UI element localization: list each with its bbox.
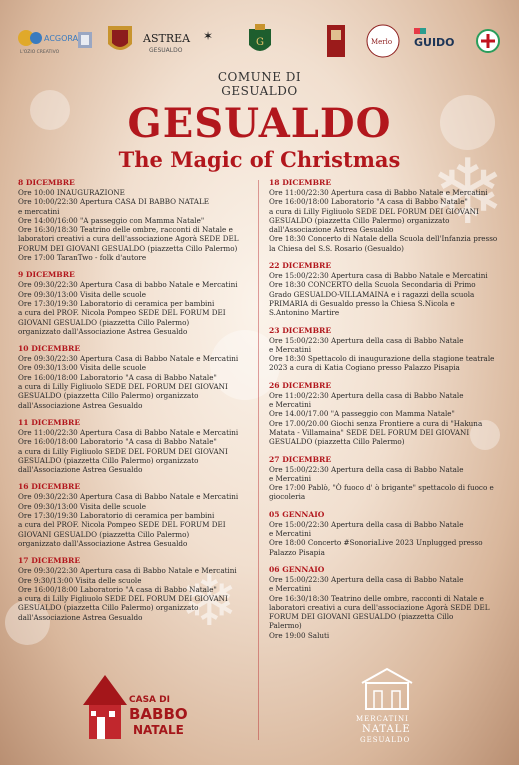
event-line: laboratori creativi a cura dell'associazione Agorà SEDE DEL xyxy=(269,602,490,612)
mercatini-line1: MERCATINI xyxy=(356,715,409,723)
sponsor-logos xyxy=(0,24,519,64)
svg-text:GUIDO: GUIDO xyxy=(414,36,455,49)
event-line: Ore 9:30/13:00 Visita delle scuole xyxy=(18,575,142,585)
event-line: Ore 11:00/22:30 Apertura Casa di Babbo Natale e Mercatini xyxy=(18,427,239,437)
casa-line2: BABBO xyxy=(129,705,188,723)
event-line: Ore 16:00/18:00 Laboratorio "A casa di Babbo Natale" xyxy=(18,372,217,382)
event-line: Ore 16:00/18:00 Laboratorio "A casa di Babbo Natale" xyxy=(269,197,468,207)
comune-line2: GESUALDO xyxy=(221,84,298,98)
event-line: Ore 09:30/13:00 Visita delle scuole xyxy=(18,501,147,511)
mercatini-building-graphic xyxy=(352,665,422,715)
event-line: Ore 16:00/18:00 Laboratorio "A casa di Babbo Natale" xyxy=(18,437,217,447)
svg-text:✶: ✶ xyxy=(203,29,214,43)
event-line: Ore 15:00/22:30 Apertura casa di Babbo Natale e Mercatini xyxy=(269,271,488,281)
emblem-logo xyxy=(474,24,502,58)
event-line: e Mercatini xyxy=(269,529,312,539)
event-line: organizzato dall'Associazione Astrea Gesualdo xyxy=(18,538,188,548)
program-day xyxy=(269,381,505,447)
pro-loco-logo xyxy=(102,24,138,58)
event-line: la Chiesa del S.S. Rosario (Gesualdo) xyxy=(269,243,404,253)
day-date: 11 DICEMBRE xyxy=(18,417,81,427)
day-date: 05 GENNAIO xyxy=(269,509,325,519)
day-date: 23 DICEMBRE xyxy=(269,325,332,335)
program-day xyxy=(269,261,505,317)
program-day xyxy=(269,565,505,640)
mercatini-natale-logo xyxy=(352,665,422,745)
program-day xyxy=(269,455,505,502)
event-line: Ore 18:00 Concerto #SonoriaLive 2023 Unplugged presso xyxy=(269,538,483,548)
page-subtitle: The Magic of Christmas xyxy=(118,147,401,172)
day-date: 16 DICEMBRE xyxy=(18,482,81,492)
svg-text:ACGORA: ACGORA xyxy=(44,34,79,43)
event-line: Ore 09:30/22:30 Apertura Casa di babbo Natale e Mercatini xyxy=(18,280,238,290)
program-day xyxy=(269,326,505,373)
event-line: Ore 09:30/22:30 Apertura casa di Babbo Natale e Mercatini xyxy=(18,566,237,576)
program-day xyxy=(18,418,254,474)
event-line: GESUALDO (piazzetta Cillo Palermo) organizzato xyxy=(18,391,199,401)
event-line: dall'Associazione Astrea Gesualdo xyxy=(18,465,143,475)
program-day xyxy=(269,510,505,557)
event-line: Ore 17.00/20.00 Giochi senza Frontiere a cura di "Hakuna xyxy=(269,418,483,428)
event-line: Ore 17:00 TaranTwo - folk d'autore xyxy=(18,253,147,263)
event-line: Ore 17:00 Pablò, "Ò fuoco d' ò brigante" spettacolo di fuoco e xyxy=(269,483,494,493)
svg-text:L'OZIO CREATIVO: L'OZIO CREATIVO xyxy=(20,50,60,55)
snowflake-icon: ❄ xyxy=(180,560,239,642)
event-line: S.Antonino Martire xyxy=(269,308,340,318)
event-line: Ore 16:30/18:30 Teatrino delle ombre, racconti di Natale e xyxy=(18,225,233,235)
day-date: 8 DICEMBRE xyxy=(18,178,75,187)
event-line: organizzato dall'Associazione Astrea Gesualdo xyxy=(18,326,188,336)
event-line: Ore 10:00 INAUGURAZIONE xyxy=(18,188,125,197)
event-line: Ore 09:30/22:30 Apertura Casa di Babbo Natale e Mercatini xyxy=(18,492,239,502)
comune-line1: COMUNE DI xyxy=(217,70,302,84)
crest-small-logo xyxy=(74,24,96,58)
program-day xyxy=(18,270,254,336)
event-line: Ore 09:30/13:00 Visita delle scuole xyxy=(18,363,147,373)
event-line: Ore 15:00/22:30 Apertura della casa di Babbo Natale xyxy=(269,574,464,584)
acgora-logo xyxy=(14,24,79,58)
event-line: PRIMARIA di Gesualdo presso la Chiesa S.Nicola e xyxy=(269,298,455,308)
day-date: 17 DICEMBRE xyxy=(18,556,81,566)
laura-merlo-logo xyxy=(364,24,402,58)
event-line: Ore 17:30/19:30 Laboratorio di ceramica per bambini xyxy=(18,511,215,521)
day-date: 26 DICEMBRE xyxy=(269,380,332,390)
svg-text:ASTREA: ASTREA xyxy=(143,32,191,45)
event-line: e Mercatini xyxy=(269,584,312,594)
event-line: Ore 11:00/22:30 Apertura della casa di Babbo Natale xyxy=(269,390,464,400)
event-line: Ore 17:30/19:30 Laboratorio di ceramica per bambini xyxy=(18,298,215,308)
event-line: Palermo) xyxy=(269,621,302,631)
program-day xyxy=(269,178,505,253)
event-line: Matata - Villamaina" SEDE DEL FORUM DEI GIOVANI xyxy=(269,427,470,437)
event-line: GESUALDO (piazzetta Cillo Palermo) organizzato xyxy=(269,215,450,225)
event-line: giocoleria xyxy=(269,492,306,502)
day-date: 27 DICEMBRE xyxy=(269,454,332,464)
acgora-logo-graphic xyxy=(14,26,79,56)
event-line: FORUM DEI GIOVANI GESUALDO (piazzetta Cillo Palermo) xyxy=(18,243,238,253)
event-line: Ore 19:00 Saluti xyxy=(269,630,330,640)
column-divider xyxy=(258,180,259,740)
event-line: a cura di Lilly Figliuolo SEDE DEL FORUM DEI GIOVANI xyxy=(18,446,228,456)
svg-text:Merlo: Merlo xyxy=(371,38,393,46)
event-line: Ore 18:30 CONCERTO della Scuola Secondaria di Primo xyxy=(269,280,476,290)
day-date: 06 GENNAIO xyxy=(269,564,325,574)
program-right-column xyxy=(269,178,505,648)
event-line: Ore 18:30 Spettacolo di inaugurazione della stagione teatrale xyxy=(269,354,495,364)
astrea-logo xyxy=(143,24,223,58)
borgo-logo xyxy=(324,24,348,58)
event-line: Grado GESUALDO-VILLAMAINA e i ragazzi della scuola xyxy=(269,289,475,299)
mercatini-line3: GESUALDO xyxy=(360,736,411,744)
program-day xyxy=(18,178,254,262)
snowflake-icon: ❄ xyxy=(430,140,506,245)
event-line: Ore 14:00/16:00 "A passeggio con Mamma Natale" xyxy=(18,215,205,225)
event-line: dall'Associazione Astrea Gesualdo xyxy=(18,612,143,622)
event-line: Ore 16:00/18:00 Laboratorio "A casa di Babbo Natale" xyxy=(18,584,217,594)
event-line: GESUALDO (piazzetta Cillo Palermo) xyxy=(269,437,405,447)
casa-line3: NATALE xyxy=(133,723,184,737)
event-line: 2023 a cura di Katia Cogiano presso Palazzo Pisapia xyxy=(269,363,460,373)
event-line: a cura del PROF. Nicola Pompeo SEDE DEL FORUM DEI xyxy=(18,520,226,530)
day-date: 22 DICEMBRE xyxy=(269,261,332,271)
event-line: e Mercatini xyxy=(269,344,312,354)
event-line: GESUALDO (piazzetta Cillo Palermo) organizzato xyxy=(18,455,199,465)
event-line: Ore 10:00/22:30 Apertura CASA DI BABBO NATALE xyxy=(18,197,210,207)
event-line: a cura del PROF. Nicola Pompeo SEDE DEL FORUM DEI xyxy=(18,308,226,318)
comune-crest xyxy=(244,24,276,58)
event-line: GIOVANI GESUALDO (piazzetta Cillo Palermo) xyxy=(18,529,190,539)
event-line: Ore 15:00/22:30 Apertura della casa di Babbo Natale xyxy=(269,519,464,529)
day-date: 10 DICEMBRE xyxy=(18,344,81,354)
event-line: Ore 14.00/17.00 "A passeggio con Mamma Natale" xyxy=(269,409,455,419)
svg-text:G: G xyxy=(256,37,264,48)
guido-logo xyxy=(414,24,454,58)
event-line: FORUM DEI GIOVANI GESUALDO (piazzetta Cillo xyxy=(269,612,454,622)
comune-heading xyxy=(0,70,519,98)
event-line: e Mercatini xyxy=(269,473,312,483)
event-line: a cura di Lilly Figliuolo SEDE DEL FORUM DEI GIOVANI xyxy=(269,206,479,216)
day-date: 18 DICEMBRE xyxy=(269,178,332,187)
program-day xyxy=(18,482,254,548)
event-line: a cura di Lilly Figliuolo SEDE DEL FORUM DEI GIOVANI xyxy=(18,594,228,604)
event-line: a cura di Lilly Figliuolo SEDE DEL FORUM DEI GIOVANI xyxy=(18,382,228,392)
event-line: dall'Associazione Astrea Gesualdo xyxy=(18,400,143,410)
event-line: e mercatini xyxy=(18,206,60,216)
event-line: Ore 15:00/22:30 Apertura della casa di Babbo Natale xyxy=(269,464,464,474)
event-line: Ore 15:00/22:30 Apertura della casa di Babbo Natale xyxy=(269,335,464,345)
mercatini-line2: NATALE xyxy=(362,724,411,735)
event-line: GESUALDO (piazzetta Cillo Palermo) organizzato xyxy=(18,603,199,613)
program-left-column xyxy=(18,178,254,630)
event-line: Ore 16:30/18:30 Teatrino delle ombre, racconti di Natale e xyxy=(269,593,484,603)
program-day xyxy=(18,556,254,622)
event-line: laboratori creativi a cura dell'associazione Agorà SEDE DEL xyxy=(18,234,239,244)
program-day xyxy=(18,344,254,410)
casa-babbo-natale-logo xyxy=(75,665,195,745)
event-line: e Mercatini xyxy=(269,400,312,410)
svg-text:GESUALDO: GESUALDO xyxy=(149,47,183,54)
event-line: GIOVANI GESUALDO (piazzetta Cillo Palermo) xyxy=(18,317,190,327)
page-title: GESUALDO xyxy=(127,100,392,147)
event-line: Ore 11:00/22:30 Apertura casa di Babbo Natale e Mercatini xyxy=(269,188,488,197)
casa-line1: CASA DI xyxy=(129,695,170,705)
event-line: Ore 18:30 Concerto di Natale della Scuola dell'Infanzia presso xyxy=(269,234,498,244)
event-line: dall'Associazione Astrea Gesualdo xyxy=(269,225,394,235)
event-line: Ore 09:30/13:00 Visita delle scuole xyxy=(18,289,147,299)
event-line: Ore 09:30/22:30 Apertura Casa di Babbo Natale e Mercatini xyxy=(18,354,239,364)
event-line: Palazzo Pisapia xyxy=(269,547,325,557)
day-date: 9 DICEMBRE xyxy=(18,270,75,280)
